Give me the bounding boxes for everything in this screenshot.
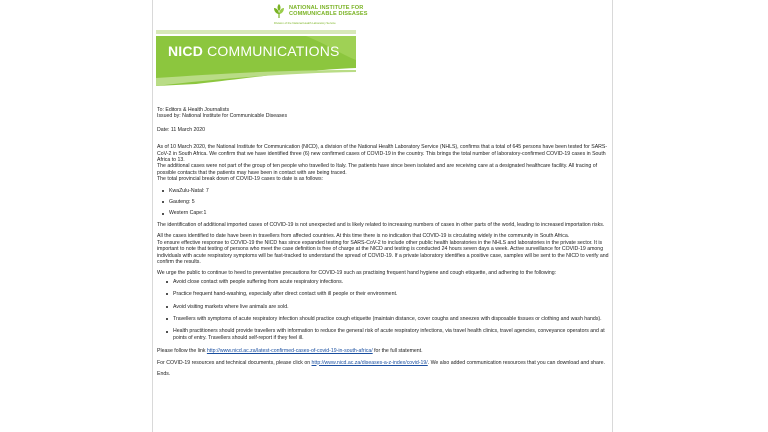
recipient-line: To: Editors & Health Journalists [157, 107, 230, 113]
logo-name [289, 5, 368, 18]
province-item: Western Cape:1 [161, 210, 611, 216]
province-item: KwaZulu-Natal: 7 [161, 188, 611, 194]
issued-by-line: Issued by: National Institute for Communicable Diseases [157, 113, 288, 120]
province-list [157, 183, 611, 217]
precaution-item: Avoid visiting markets where live animals are sold. [165, 304, 611, 310]
full-statement-link[interactable]: http://www.nicd.ac.za/latest-confirmed-cases-of-covid-19-in-south-africa/ [206, 348, 373, 355]
nicd-communications-banner [156, 30, 356, 86]
banner-title [168, 43, 340, 59]
follow-suffix: for the full statement. [372, 348, 423, 355]
left-margin-line [152, 0, 153, 432]
logo-line-2: COMMUNICABLE DISEASES [289, 11, 368, 18]
resources-prefix: For COVID-19 resources and technical documents, please click on [157, 359, 312, 366]
press-release-body [157, 107, 611, 377]
nicd-logo [272, 3, 368, 27]
paragraph-4: The identification of additional imported cases of COVID-19 is not unexpected and is likely related to increasing numbers of cases in other parts of the world, leading to increased importation risks. [157, 221, 605, 228]
paragraph-1: As of 10 March 2020, the National Institute for Communication (NICD), a division of the National Health Laboratory Service (NHLS), confirms that a total of 645 persons have been tested for SARS-CoV-2 in South Africa. We confirm that we have identified three (6) new confirmed cases of COVID-19 in the country. This brings the total number of laboratory-confirmed COVID-19 cases in South Africa to 13. [157, 144, 608, 164]
logo-line-1: NATIONAL INSTITUTE FOR [289, 5, 364, 11]
precaution-item: Health practitioners should provide travellers with information to reduce the general risk of acute respiratory infections, via travel health clinics, travel agencies, conveyance operators and at points of entry. Travellers should self-report if they feel ill. [165, 328, 611, 341]
logo-subtitle: Division of the National Health Laboratory Service [274, 21, 336, 25]
resources-line [157, 360, 611, 366]
paragraph-6: To ensure effective response to COVID-19 the NICD has since expanded testing for SARS-CoV-2 to include other public health laboratories in the NHLS and laboratories in the private sector. It is important to note that testing of persons who meet the case definition is free of charge at the NICD and testing is conducted 24 hours seven days a week. Active surveillance for COVID-19 among individuals with acute respiratory symptoms will be fast-tracked to understand the spread of COVID-19. If a private laboratory identifies a positive case, samples will be sent to the NICD to verify and confirm the results. [157, 239, 609, 265]
nicd-emblem-icon [272, 3, 286, 19]
ends-line: Ends. [157, 370, 171, 377]
precautions-list [157, 279, 611, 341]
precaution-item: Avoid close contact with people suffering from acute respiratory infections. [165, 279, 611, 285]
date-line: Date: 11 March 2020 [157, 126, 206, 133]
paragraph-2: The additional cases were not part of the group of ten people who travelled to Italy. The patients have since been isolated and are receiving care at a designated healthcare facility. All tracing of possible contacts that the patients may have been in contact with are being traced. [157, 163, 598, 176]
right-margin-line [612, 0, 613, 432]
covid-resources-link[interactable]: http://www.nicd.ac.za/diseases-a-z-index/covid-19/ [311, 359, 428, 366]
precaution-item: Travellers with symptoms of acute respiratory infection should practice cough etiquette (maintain distance, cover coughs and sneezes with disposable tissues or clothing and wash hands). [165, 316, 611, 322]
banner-title-bold: NICD [168, 43, 204, 59]
banner-title-rest: COMMUNICATIONS [203, 43, 340, 59]
resources-suffix: . We also added communication resources that you can download and share. [427, 359, 605, 366]
paragraph-5: All the cases identified to date have been in travellers from affected countries. At this time there is no indication that COVID-19 is circulating widely in the community in South Africa. [157, 233, 570, 240]
paragraph-7: We urge the public to continue to heed to preventative precautions for COVID-19 such as practising frequent hand hygiene and cough etiquette, and adhering to the following: [157, 270, 557, 277]
paragraph-3: The total provincial break down of COVID-19 cases to date is as follows: [157, 176, 324, 183]
follow-prefix: Please follow the link [157, 348, 207, 355]
precaution-item: Practice frequent hand-washing, especially after direct contact with ill people or their environment. [165, 291, 611, 297]
province-item: Gauteng: 5 [161, 199, 611, 205]
